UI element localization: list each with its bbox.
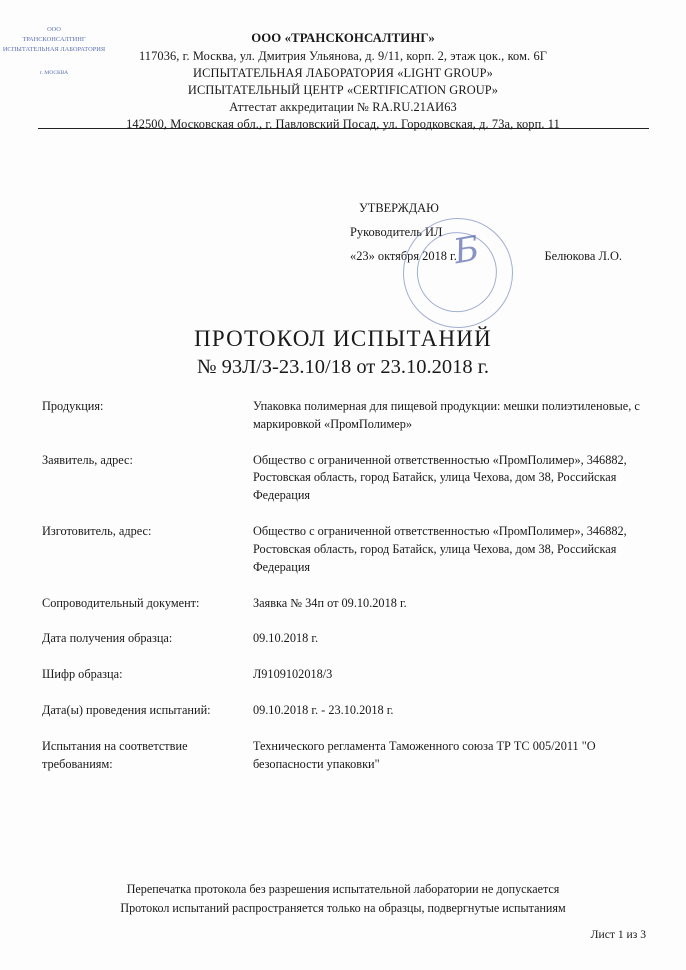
title-main: ПРОТОКОЛ ИСПЫТАНИЙ: [194, 326, 492, 351]
table-row: [42, 452, 642, 523]
field-value: Общество с ограниченной ответственностью «ПромПолимер», 346882, Ростовская область, город Батайск, улица Чехова, дом 38, Российская Федерация: [252, 452, 627, 503]
approval-name: Белюкова Л.О.: [544, 249, 622, 264]
letterhead-line-4: ИСПЫТАТЕЛЬНЫЙ ЦЕНТР «CERTIFICATION GROUP»: [187, 82, 499, 97]
letterhead-line-6: 142500, Московская обл., г. Павловский Посад, ул. Городковская, д. 73а, корп. 11: [126, 117, 560, 132]
approval-date: «23» октября 2018 г.: [350, 249, 457, 264]
stamp-line-1: ООО: [47, 26, 61, 33]
letterhead: [38, 30, 648, 133]
title-number: № 93Л/З-23.10/18 от 23.10.2018 г.: [197, 356, 489, 378]
field-value: Технического регламента Таможенного союза ТР ТС 005/2011 "О безопасности упаковки": [252, 738, 596, 771]
field-key: Испытания на соответствие требованиям:: [42, 738, 188, 771]
field-value: 09.10.2018 г.: [252, 631, 319, 646]
footer-line-1: Перепечатка протокола без разрешения испытательной лаборатории не допускается: [126, 882, 560, 896]
letterhead-line-5: Аттестат аккредитации № RA.RU.21АИ63: [229, 99, 457, 114]
field-key: Дата получения образца:: [42, 631, 173, 646]
table-row: [42, 595, 642, 631]
table-row: [42, 702, 642, 738]
field-value: Упаковка полимерная для пищевой продукции: мешки полиэтиленовые, с маркировкой «ПромПолимер»: [252, 399, 640, 431]
field-key: Дата(ы) проведения испытаний:: [42, 703, 211, 718]
header-divider: [38, 128, 649, 129]
stamp-line-4: г. МОСКВА: [39, 70, 69, 76]
field-value: Л9109102018/3: [252, 667, 333, 682]
stamp-line-2: ТРАНСКОНСАЛТИНГ: [22, 36, 86, 43]
page-number: Лист 1 из 3: [590, 928, 646, 941]
table-row: [42, 666, 642, 702]
table-row: [42, 630, 642, 666]
field-key: Сопроводительный документ:: [42, 595, 200, 610]
field-value: Заявка № 34п от 09.10.2018 г.: [252, 595, 407, 610]
field-key: Шифр образца:: [42, 667, 123, 682]
field-key: Изготовитель, адрес:: [42, 524, 152, 539]
signature-mark: Б: [450, 228, 483, 273]
field-value: Общество с ограниченной ответственностью «ПромПолимер», 346882, Ростовская область, город Батайск, улица Чехова, дом 38, Российская Федерация: [252, 524, 627, 574]
approval-position: Руководитель ИЛ: [350, 225, 443, 240]
letterhead-line-2: 117036, г. Москва, ул. Дмитрия Ульянова, д. 9/11, корп. 2, этаж цок., ком. 6Г: [138, 48, 548, 63]
table-row: [42, 398, 642, 452]
field-value: 09.10.2018 г. - 23.10.2018 г.: [252, 703, 394, 718]
footer-line-2: Протокол испытаний распространяется только на образцы, подвергнутые испытаниям: [120, 901, 566, 916]
page-footer: [38, 880, 648, 919]
stamp-text: [0, 0, 108, 108]
table-row: [42, 738, 642, 792]
letterhead-line-1: ООО «ТРАНСКОНСАЛТИНГ»: [251, 31, 435, 45]
stamp-line-3: ИСПЫТАТЕЛЬНАЯ ЛАБОРАТОРИЯ: [2, 46, 106, 53]
document-title: [38, 326, 648, 379]
field-key: Продукция:: [42, 399, 104, 413]
protocol-fields-table: [42, 398, 642, 792]
field-key: Заявитель, адрес:: [42, 452, 133, 467]
letterhead-line-3: ИСПЫТАТЕЛЬНАЯ ЛАБОРАТОРИЯ «LIGHT GROUP»: [193, 65, 493, 80]
approval-label: УТВЕРЖДАЮ: [359, 201, 439, 215]
table-row: [42, 523, 642, 594]
